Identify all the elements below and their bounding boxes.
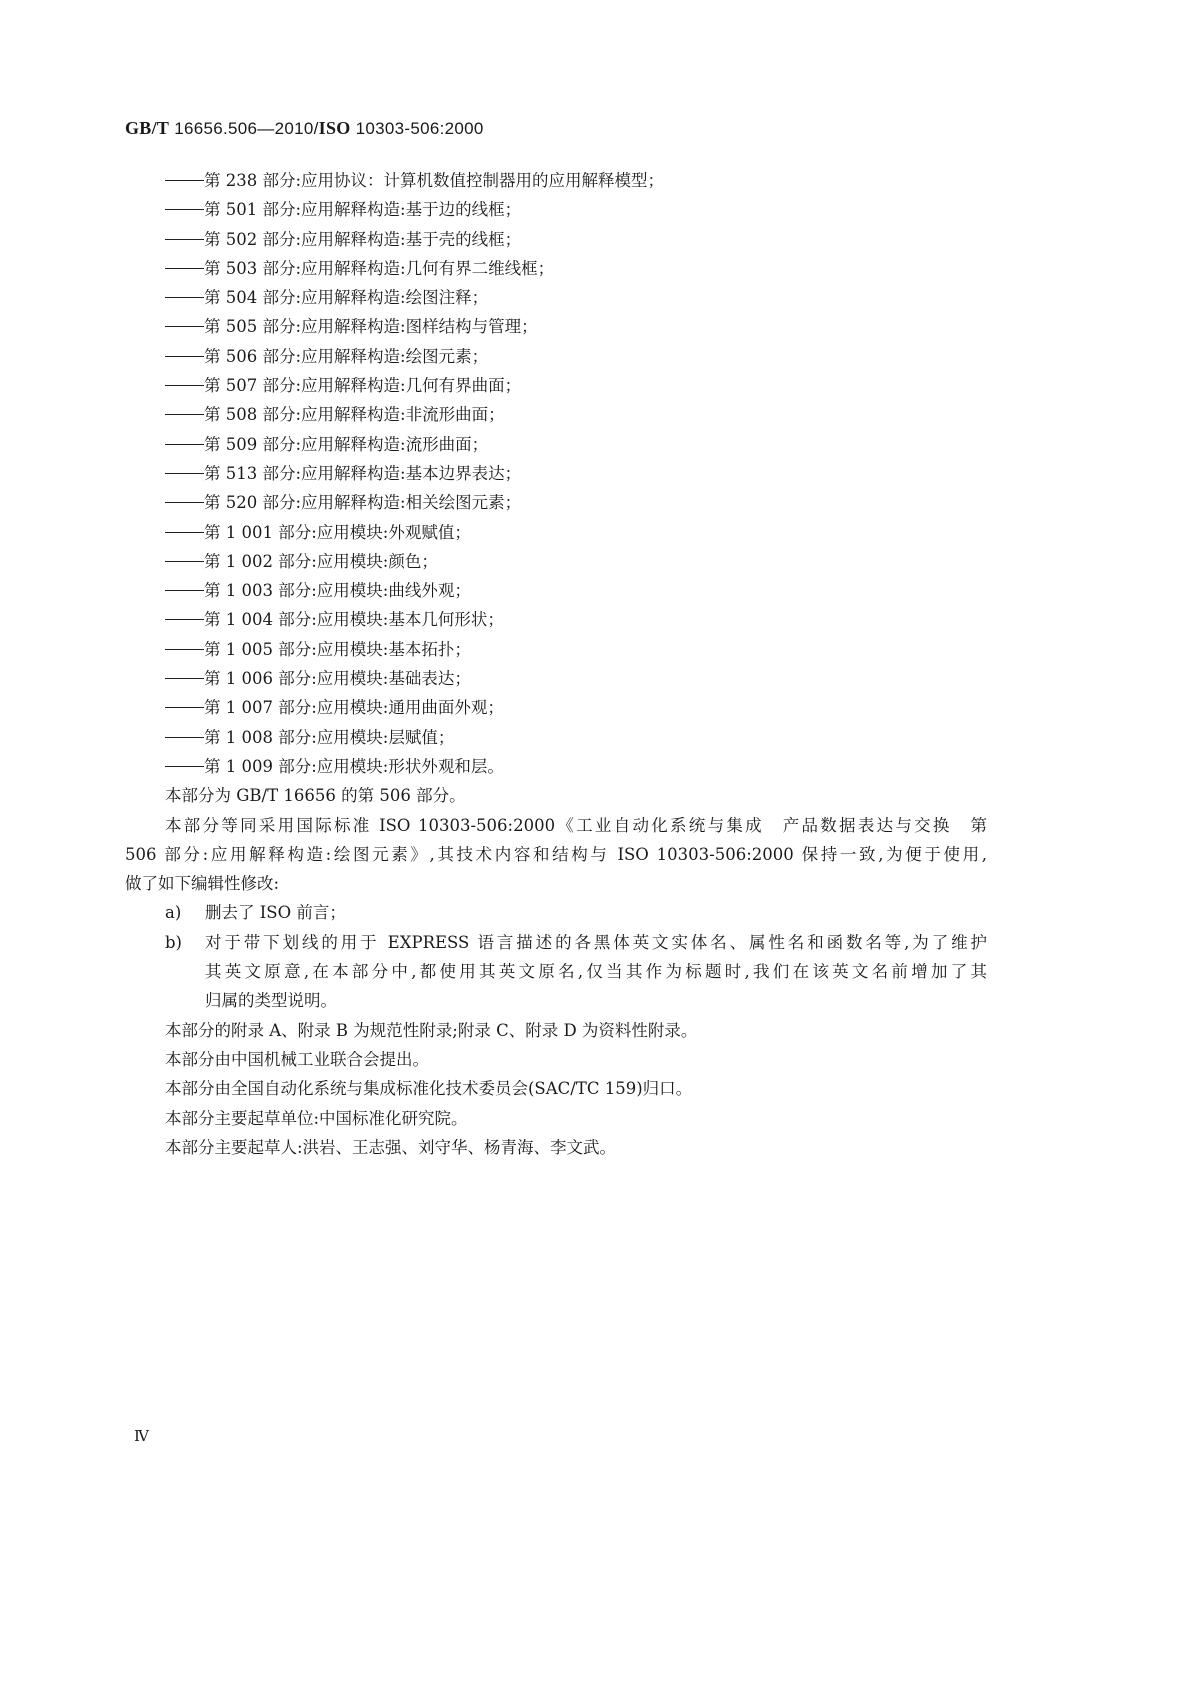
em-dash [165, 268, 204, 269]
line-text: 第 506 部分:应用解释构造:绘图元素； [204, 346, 489, 366]
line-text: 第 1 007 部分:应用模块:通用曲面外观； [204, 698, 504, 718]
em-dash [165, 444, 204, 445]
em-dash [165, 356, 204, 357]
header-num2: 10303-506:2000 [350, 119, 484, 138]
em-dash [165, 385, 204, 386]
line-text: 第 509 部分:应用解释构造:流形曲面； [204, 434, 489, 454]
line-text: 第 501 部分:应用解释构造:基于边的线框； [204, 200, 522, 220]
list-marker: a) [165, 903, 182, 923]
line-text: 第 1 002 部分:应用模块:颜色； [204, 551, 438, 571]
paragraph-line [125, 840, 987, 869]
line-text: 第 505 部分:应用解释构造:图样结构与管理； [204, 317, 538, 337]
line-text: 第 1 005 部分:应用模块:基本拓扑； [204, 639, 471, 659]
line-text: 本部分主要起草单位:中国标准化研究院。 [165, 1108, 468, 1128]
part-list-item [125, 254, 987, 283]
line-text: 506 部分:应用解释构造:绘图元素》,其技术内容和结构与 ISO 10303-506:2000 保持一致,为便于使用, [125, 844, 987, 864]
list-item-line [125, 986, 987, 1015]
document-body [125, 166, 987, 1162]
list-item-line [125, 957, 987, 986]
line-text: 本部分由中国机械工业联合会提出。 [165, 1049, 429, 1069]
em-dash [165, 590, 204, 591]
em-dash [165, 766, 204, 767]
em-dash [165, 239, 204, 240]
em-dash [165, 532, 204, 533]
line-text: 本部分等同采用国际标准 ISO 10303-506:2000《工业自动化系统与集成 产品数据表达与交换 第 [165, 815, 987, 835]
line-text: 第 504 部分:应用解释构造:绘图注释； [204, 288, 489, 308]
line-text: 第 503 部分:应用解释构造:几何有界二维线框； [204, 258, 555, 278]
page-number: Ⅳ [134, 1427, 149, 1445]
part-list-item [125, 693, 987, 722]
line-text: 第 1 006 部分:应用模块:基础表达； [204, 669, 471, 689]
paragraph [125, 1133, 987, 1162]
part-list-item [125, 283, 987, 312]
line-text: 第 520 部分:应用解释构造:相关绘图元素； [204, 493, 522, 513]
part-list-item [125, 723, 987, 752]
part-list-item [125, 166, 987, 195]
paragraph [125, 1104, 987, 1133]
part-list-item [125, 752, 987, 781]
line-text: 第 508 部分:应用解释构造:非流形曲面； [204, 405, 505, 425]
line-text: 第 1 004 部分:应用模块:基本几何形状； [204, 610, 504, 630]
part-list-item [125, 400, 987, 429]
em-dash [165, 502, 204, 503]
line-text: 第 507 部分:应用解释构造:几何有界曲面； [204, 376, 522, 396]
em-dash [165, 326, 204, 327]
paragraph [125, 1016, 987, 1045]
em-dash [165, 678, 204, 679]
em-dash [165, 737, 204, 738]
line-text: 第 1 001 部分:应用模块:外观赋值； [204, 522, 471, 542]
part-list-item [125, 430, 987, 459]
part-list-item [125, 547, 987, 576]
part-list-item [125, 225, 987, 254]
list-marker: b) [165, 932, 182, 952]
line-text: 第 1 009 部分:应用模块:形状外观和层。 [204, 756, 504, 776]
part-list-item [125, 635, 987, 664]
line-text: 本部分主要起草人:洪岩、王志强、刘守华、杨青海、李文武。 [165, 1137, 617, 1157]
part-list-item [125, 518, 987, 547]
part-list-item [125, 195, 987, 224]
em-dash [165, 473, 204, 474]
em-dash [165, 707, 204, 708]
em-dash [165, 209, 204, 210]
line-text: 第 513 部分:应用解释构造:基本边界表达； [204, 463, 522, 483]
document-header [125, 118, 484, 139]
paragraph [125, 781, 987, 810]
part-list-item [125, 371, 987, 400]
header-gbt: GB/T [125, 118, 170, 138]
part-list-item [125, 605, 987, 634]
em-dash [165, 414, 204, 415]
line-text: 本部分为 GB/T 16656 的第 506 部分。 [165, 786, 466, 806]
paragraph [125, 1045, 987, 1074]
part-list-item [125, 342, 987, 371]
paragraph [125, 1074, 987, 1103]
list-item-line [125, 928, 987, 957]
line-text: 第 238 部分:应用协议：计算机数值控制器用的应用解释模型； [204, 171, 665, 190]
em-dash [165, 649, 204, 650]
line-text: 第 502 部分:应用解释构造:基于壳的线框； [204, 229, 522, 249]
em-dash [165, 180, 204, 181]
part-list-item [125, 312, 987, 341]
line-text: 做了如下编辑性修改: [125, 874, 280, 894]
part-list-item [125, 576, 987, 605]
line-text: 本部分的附录 A、附录 B 为规范性附录;附录 C、附录 D 为资料性附录。 [165, 1020, 698, 1040]
em-dash [165, 297, 204, 298]
line-text: 归属的类型说明。 [205, 991, 337, 1011]
list-item-line [125, 898, 987, 927]
part-list-item [125, 459, 987, 488]
line-text: 第 1 008 部分:应用模块:层赋值； [204, 727, 455, 747]
header-iso: ISO [318, 118, 351, 138]
line-text: 删去了 ISO 前言； [205, 903, 346, 923]
paragraph-line [125, 811, 987, 840]
header-num1: 16656.506—2010/ [169, 119, 319, 138]
em-dash [165, 561, 204, 562]
line-text: 本部分由全国自动化系统与集成标准化技术委员会(SAC/TC 159)归口。 [165, 1079, 693, 1099]
line-text: 其英文原意,在本部分中,都使用其英文原名,仅当其作为标题时,我们在该英文名前增加了其 [205, 962, 987, 982]
part-list-item [125, 488, 987, 517]
part-list-item [125, 664, 987, 693]
line-text: 对于带下划线的用于 EXPRESS 语言描述的各黑体英文实体名、属性名和函数名等,为了维护 [205, 932, 987, 952]
line-text: 第 1 003 部分:应用模块:曲线外观； [204, 581, 471, 601]
paragraph-line [125, 869, 987, 898]
em-dash [165, 619, 204, 620]
